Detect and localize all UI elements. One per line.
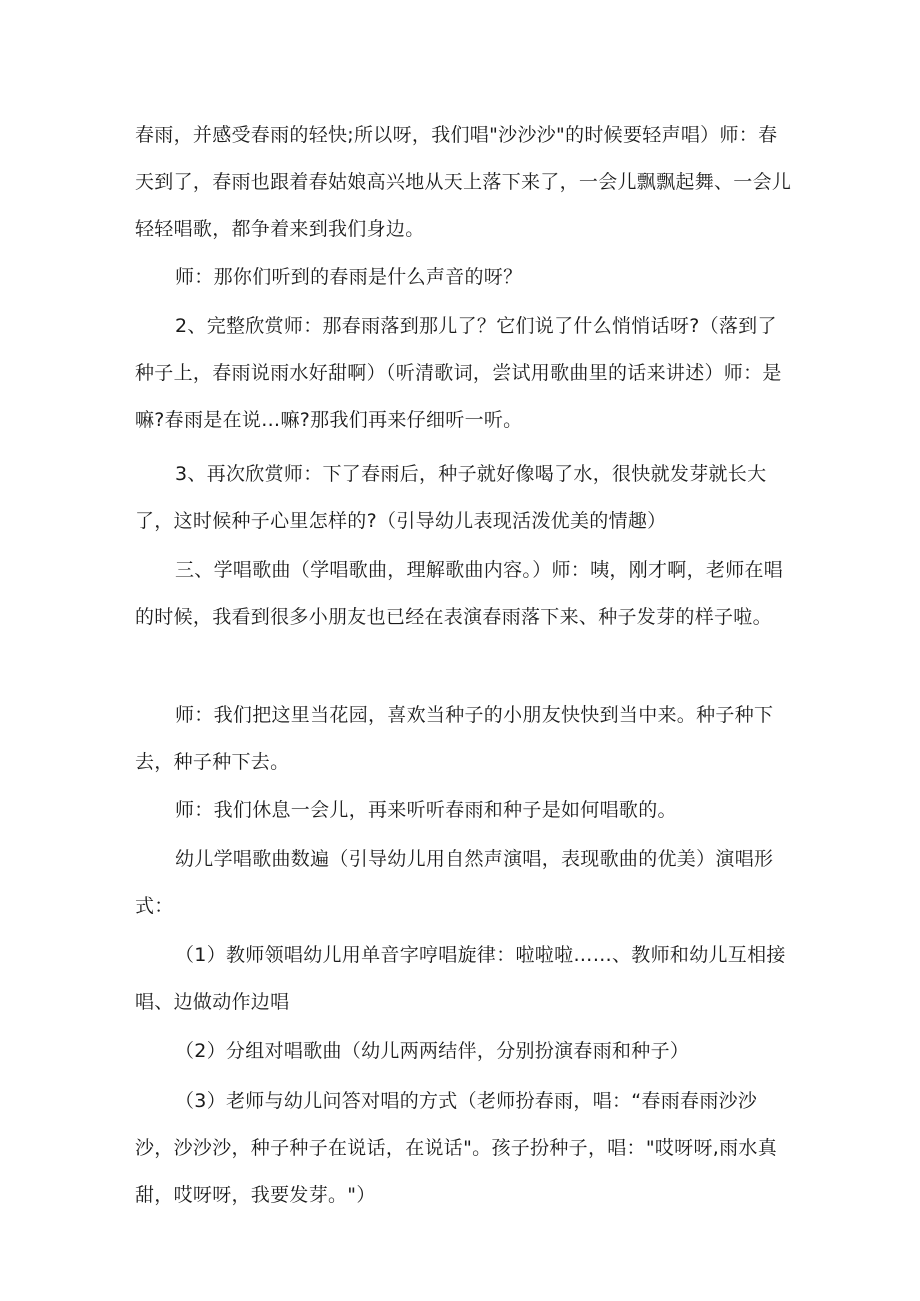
list-item-3: （3）老师与幼儿问答对唱的方式（老师扮春雨，唱：“春雨春雨沙沙沙，沙沙沙，种子种子在说话，在说话"。孩子扮种子，唱："哎呀呀,雨水真甜，哎呀呀，我要发芽。"） — [135, 1090, 778, 1206]
list-item-2: （2）分组对唱歌曲（幼儿两两结伴，分别扮演春雨和种子） — [175, 1040, 690, 1062]
paragraph-teacher-question: 师：那你们听到的春雨是什么声音的呀？ — [175, 266, 523, 288]
paragraph-full-listening: 2、完整欣赏师：那春雨落到那儿了？它们说了什么悄悄话呀?（落到了种子上，春雨说雨水好甜啊）（听清歌词，尝试用歌曲里的话来讲述）师：是嘛?春雨是在说…嘛?那我们再来仔细听一听。 — [135, 315, 782, 431]
paragraph-children-learn: 幼儿学唱歌曲数遍（引导幼儿用自然声演唱，表现歌曲的优美）演唱形式： — [135, 848, 774, 917]
paragraph-rest: 师：我们休息一会儿，再来听听春雨和种子是如何唱歌的。 — [175, 799, 677, 821]
paragraph-learn-song: 三、学唱歌曲（学唱歌曲，理解歌曲内容。）师：咦，刚才啊，老师在唱的时候，我看到很多小朋友也已经在表演春雨落下来、种子发芽的样子啦。 — [135, 559, 784, 628]
paragraph-listen-again: 3、再次欣赏师：下了春雨后，种子就好像喝了水，很快就发芽就长大了，这时候种子心里怎样的?（引导幼儿表现活泼优美的情趣） — [135, 463, 767, 532]
list-item-1: （1）教师领唱幼儿用单音字哼唱旋律：啦啦啦……、教师和幼儿互相接唱、边做动作边唱 — [135, 944, 786, 1013]
paragraph-spring-rain-intro: 春雨，并感受春雨的轻快;所以呀，我们唱"沙沙沙"的时候要轻声唱）师：春天到了，春雨也跟着春姑娘高兴地从天上落下来了，一会儿飘飘起舞、一会儿轻轻唱歌，都争着来到我们身边。 — [135, 124, 792, 240]
paragraph-garden: 师：我们把这里当花园，喜欢当种子的小朋友快快到当中来。种子种下去，种子种下去。 — [135, 704, 774, 773]
